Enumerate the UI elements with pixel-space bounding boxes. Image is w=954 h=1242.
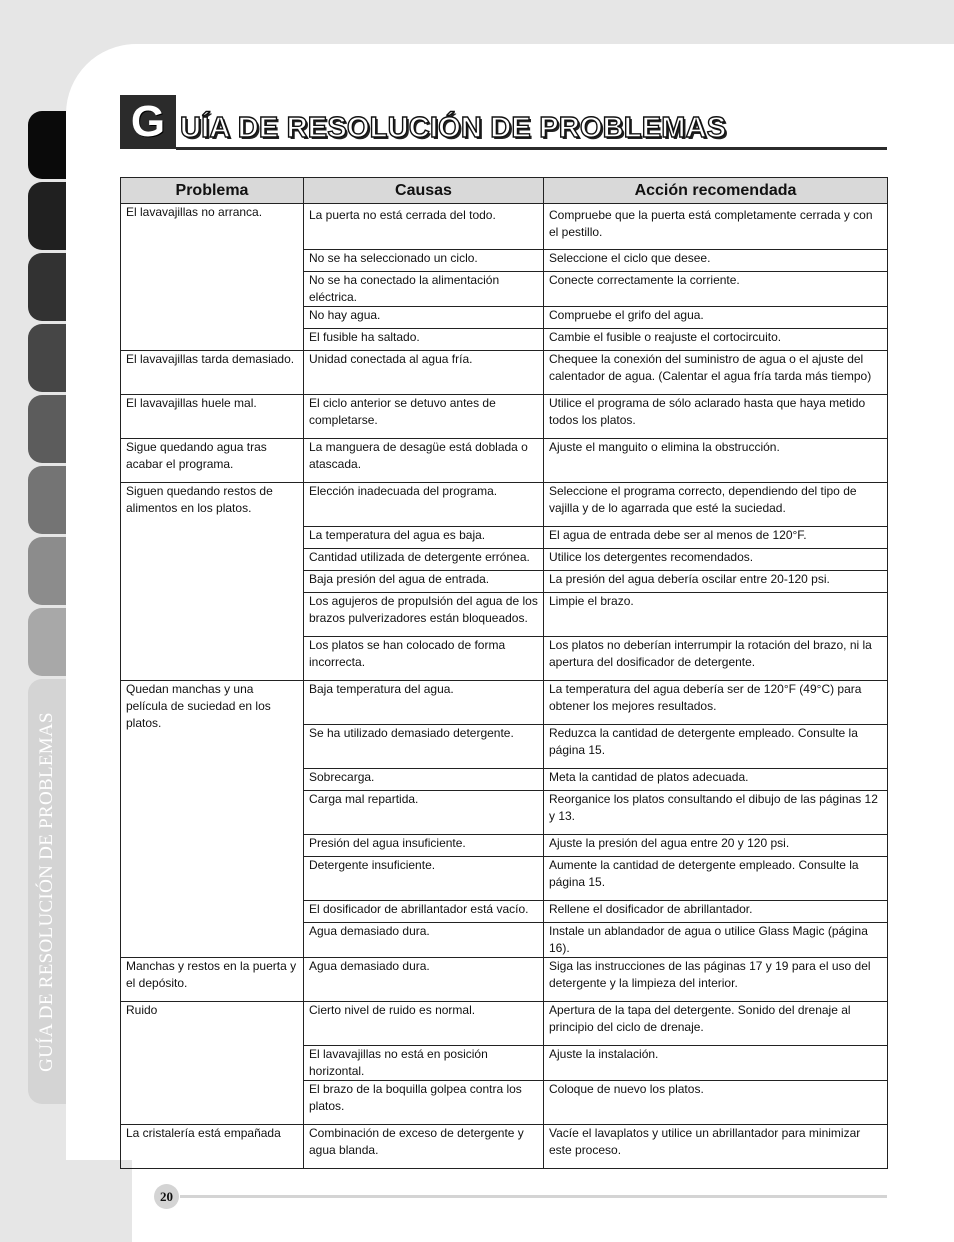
header-problem: Problema — [121, 178, 304, 204]
problem-cell: Siguen quedando restos de alimentos en los platos. — [121, 483, 304, 681]
cause-cell: Agua demasiado dura. — [304, 958, 544, 1002]
action-cell: La presión del agua debería oscilar entre 20-120 psi. — [544, 571, 888, 593]
action-cell: Rellene el dosificador de abrillantador. — [544, 901, 888, 923]
cause-cell: Detergente insuficiente. — [304, 857, 544, 901]
title-text: UÍA DE RESOLUCIÓN DE PROBLEMAS — [180, 112, 727, 144]
action-cell: Aumente la cantidad de detergente empleado. Consulte la página 15. — [544, 857, 888, 901]
section-tab-6[interactable] — [28, 466, 66, 534]
cause-cell: El dosificador de abrillantador está vacío. — [304, 901, 544, 923]
troubleshooting-table — [120, 177, 888, 1169]
cause-cell: La manguera de desagüe está doblada o atascada. — [304, 439, 544, 483]
problem-cell: El lavavajillas no arranca. — [121, 204, 304, 351]
action-cell: Utilice los detergentes recomendados. — [544, 549, 888, 571]
action-cell: Siga las instrucciones de las páginas 17 y 19 para el uso del detergente y la limpieza del interior. — [544, 958, 888, 1002]
action-cell: Ajuste la presión del agua entre 20 y 120 psi. — [544, 835, 888, 857]
problem-cell: La cristalería está empañada — [121, 1125, 304, 1169]
cause-cell: Se ha utilizado demasiado detergente. — [304, 725, 544, 769]
page-number: 20 — [154, 1184, 179, 1209]
action-cell: Vacíe el lavaplatos y utilice un abrillantador para minimizar este proceso. — [544, 1125, 888, 1169]
title-initial: G — [130, 97, 166, 146]
cause-cell: Baja temperatura del agua. — [304, 681, 544, 725]
section-tab-4[interactable] — [28, 324, 66, 392]
cause-cell: Carga mal repartida. — [304, 791, 544, 835]
cause-cell: El brazo de la boquilla golpea contra los platos. — [304, 1081, 544, 1125]
cause-cell: Agua demasiado dura. — [304, 923, 544, 958]
cause-cell: Combinación de exceso de detergente y agua blanda. — [304, 1125, 544, 1169]
page-margin-strip — [66, 1160, 132, 1242]
action-cell: Compruebe que la puerta está completamente cerrada y con el pestillo. — [544, 204, 888, 250]
action-cell: Reduzca la cantidad de detergente empleado. Consulte la página 15. — [544, 725, 888, 769]
action-cell: Ajuste la instalación. — [544, 1046, 888, 1081]
action-cell: Coloque de nuevo los platos. — [544, 1081, 888, 1125]
action-cell: Conecte correctamente la corriente. — [544, 272, 888, 307]
cause-cell: Presión del agua insuficiente. — [304, 835, 544, 857]
cause-cell: Los agujeros de propulsión del agua de los brazos pulverizadores están bloqueados. — [304, 593, 544, 637]
cause-cell: Baja presión del agua de entrada. — [304, 571, 544, 593]
problem-cell: Ruido — [121, 1002, 304, 1125]
header-causes: Causas — [304, 178, 544, 204]
cause-cell: Sobrecarga. — [304, 769, 544, 791]
title-underline — [176, 147, 887, 150]
cause-cell: No se ha seleccionado un ciclo. — [304, 250, 544, 272]
cause-cell: No hay agua. — [304, 307, 544, 329]
action-cell: El agua de entrada debe ser al menos de 120°F. — [544, 527, 888, 549]
cause-cell: Los platos se han colocado de forma incorrecta. — [304, 637, 544, 681]
section-tab-1[interactable] — [28, 111, 66, 179]
action-cell: Limpie el brazo. — [544, 593, 888, 637]
action-cell: La temperatura del agua debería ser de 120°F (49°C) para obtener los mejores resultados. — [544, 681, 888, 725]
section-tab-2[interactable] — [28, 182, 66, 250]
cause-cell: El fusible ha saltado. — [304, 329, 544, 351]
cause-cell: La temperatura del agua es baja. — [304, 527, 544, 549]
problem-cell: Sigue quedando agua tras acabar el programa. — [121, 439, 304, 483]
action-cell: Chequee la conexión del suministro de agua o el ajuste del calentador de agua. (Calentar el agua fría tarda más tiempo) — [544, 351, 888, 395]
section-tab-8[interactable] — [28, 608, 66, 676]
action-cell: Utilice el programa de sólo aclarado hasta que haya metido todos los platos. — [544, 395, 888, 439]
action-cell: Los platos no deberían interrumpir la rotación del brazo, ni la apertura del dosificador de detergente. — [544, 637, 888, 681]
cause-cell: El lavavajillas no está en posición horizontal. — [304, 1046, 544, 1081]
action-cell: Compruebe el grifo del agua. — [544, 307, 888, 329]
cause-cell: Unidad conectada al agua fría. — [304, 351, 544, 395]
cause-cell: La puerta no está cerrada del todo. — [304, 204, 544, 250]
action-cell: Seleccione el programa correcto, dependiendo del tipo de vajilla y de lo agarrada que esté la suciedad. — [544, 483, 888, 527]
cause-cell: Cantidad utilizada de detergente errónea. — [304, 549, 544, 571]
problem-cell: Quedan manchas y una película de suciedad en los platos. — [121, 681, 304, 958]
action-cell: Reorganice los platos consultando el dibujo de las páginas 12 y 13. — [544, 791, 888, 835]
cause-cell: Cierto nivel de ruido es normal. — [304, 1002, 544, 1046]
problem-cell: El lavavajillas tarda demasiado. — [121, 351, 304, 395]
action-cell: Seleccione el ciclo que desee. — [544, 250, 888, 272]
footer-rule — [180, 1195, 887, 1198]
action-cell: Ajuste el manguito o elimina la obstrucción. — [544, 439, 888, 483]
action-cell: Cambie el fusible o reajuste el cortocircuito. — [544, 329, 888, 351]
problem-cell: El lavavajillas huele mal. — [121, 395, 304, 439]
cause-cell: El ciclo anterior se detuvo antes de completarse. — [304, 395, 544, 439]
action-cell: Apertura de la tapa del detergente. Sonido del drenaje al principio del ciclo de drenaje. — [544, 1002, 888, 1046]
section-tab-7[interactable] — [28, 537, 66, 605]
action-cell: Instale un ablandador de agua o utilice Glass Magic (página 16). — [544, 923, 888, 958]
action-cell: Meta la cantidad de platos adecuada. — [544, 769, 888, 791]
problem-cell: Manchas y restos en la puerta y el depósito. — [121, 958, 304, 1002]
section-tab-3[interactable] — [28, 253, 66, 321]
page-title — [120, 95, 887, 153]
cause-cell: No se ha conectado la alimentación eléctrica. — [304, 272, 544, 307]
section-tab-5[interactable] — [28, 395, 66, 463]
header-action: Acción recomendada — [544, 178, 888, 204]
cause-cell: Elección inadecuada del programa. — [304, 483, 544, 527]
side-tab-label: GUÍA DE RESOLUCIÓN DE PROBLEMAS — [36, 712, 57, 1072]
